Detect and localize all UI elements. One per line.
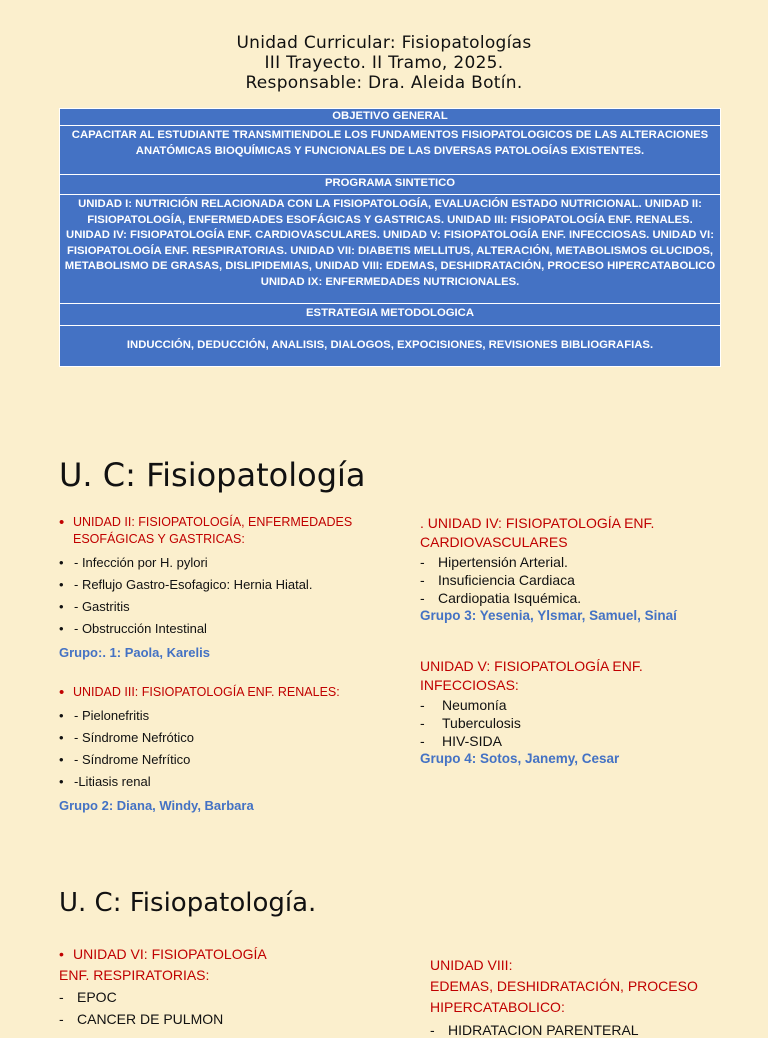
unit6-heading-b: ENF. RESPIRATORIAS: — [59, 967, 210, 983]
slide2-right-column — [430, 955, 750, 1038]
unit8-heading-c: HIPERCATABOLICO: — [430, 999, 565, 1015]
list-item: • - Síndrome Nefrítico — [59, 752, 389, 767]
list-item: - EPOC — [59, 989, 389, 1005]
list-item: - Tuberculosis — [420, 715, 750, 731]
unit4-heading-b: CARDIOVASCULARES — [420, 534, 568, 550]
unit5-list — [420, 697, 750, 749]
objetivo-text: CAPACITAR AL ESTUDIANTE TRANSMITIENDOLE LOS FUNDAMENTOS FISIOPATOLOGICOS DE LAS ALTERACIONES ANATÓMICAS BIOQUÍMICAS Y FUNCIONALES DE LAS DIVERSAS PATOLOGÍAS EXISTENTES. — [60, 126, 720, 175]
document-header — [0, 33, 768, 93]
estrategia-heading: ESTRATEGIA METODOLOGICA — [60, 304, 720, 326]
list-item: • - Reflujo Gastro-Esofagico: Hernia Hiatal. — [59, 577, 389, 592]
slide2-title: U. C: Fisiopatología. — [59, 888, 317, 918]
list-item: - CANCER DE PULMON — [59, 1011, 389, 1027]
bullet-icon: • — [59, 946, 64, 962]
list-item: - Cardiopatia Isquémica. — [420, 590, 750, 606]
unit3-heading: • UNIDAD III: FISIOPATOLOGÍA ENF. RENALES: — [59, 684, 389, 701]
list-item: - Neumonía — [420, 697, 750, 713]
course-table — [59, 108, 721, 367]
unit4-heading-a: . UNIDAD IV: FISIOPATOLOGÍA ENF. — [420, 515, 655, 531]
unit5-heading-a: UNIDAD V: FISIOPATOLOGÍA ENF. — [420, 658, 643, 674]
list-item: • - Síndrome Nefrótico — [59, 730, 389, 745]
list-item: • - Gastritis — [59, 599, 389, 614]
header-line-2: III Trayecto. II Tramo, 2025. — [264, 53, 504, 73]
header-line-3: Responsable: Dra. Aleida Botín. — [245, 73, 523, 93]
header-line-1: Unidad Curricular: Fisiopatologías — [236, 33, 532, 53]
list-item: - HIDRATACION PARENTERAL — [430, 1022, 750, 1038]
unit5-heading-b: INFECCIOSAS: — [420, 677, 519, 693]
list-item: - Insuficiencia Cardiaca — [420, 572, 750, 588]
list-item: - Hipertensión Arterial. — [420, 554, 750, 570]
unit8-list — [430, 1022, 750, 1038]
unit3-group: Grupo 2: Diana, Windy, Barbara — [59, 798, 254, 813]
unit4-list — [420, 554, 750, 606]
programa-text: UNIDAD I: NUTRICIÓN RELACIONADA CON LA FISIOPATOLOGÍA, EVALUACIÓN ESTADO NUTRICIONAL. UNIDAD II: FISIOPATOLOGÍA, ENFERMEDADES ESOFÁGICAS Y GASTRICAS. UNIDAD III: FISIOPATOLOGÍA ENF. RENALES. UNIDAD IV: FISIOPATOLOGÍA ENF. CARDIOVASCULARES. UNIDAD V: FISIOPATOLOGÍA ENF. INFECCIOSAS. UNIDAD VI: FISIOPATOLOGÍA ENF. RESPIRATORIAS. UNIDAD VII: DIABETIS MELLITUS, ALTERACIÓN, METABOLISMOS GLUCIDOS, METABOLISMO DE GRASAS, DISLIPIDEMIAS, UNIDAD VIII: EDEMAS, DESHIDRATACIÓN, PROCESO HIPERCATABOLICO UNIDAD IX: ENFERMEDADES NUTRICIONALES. — [60, 195, 720, 304]
unit2-group: Grupo:. 1: Paola, Karelis — [59, 645, 210, 660]
slide2-left-column — [59, 944, 389, 1027]
unit5-group: Grupo 4: Sotos, Janemy, Cesar — [420, 751, 620, 766]
slide1-right-column — [420, 514, 750, 766]
unit2-heading: • UNIDAD II: FISIOPATOLOGÍA, ENFERMEDADES ESOFÁGICAS Y GASTRICAS: — [59, 514, 389, 548]
unit6-heading-a-text: UNIDAD VI: FISIOPATOLOGÍA — [73, 946, 267, 962]
list-item: • -Litiasis renal — [59, 774, 389, 789]
list-item: - HIV-SIDA — [420, 733, 750, 749]
list-item: • - Pielonefritis — [59, 708, 389, 723]
unit2-list — [59, 555, 389, 636]
slide1-title: U. C: Fisiopatología — [59, 456, 366, 494]
unit6-list — [59, 989, 389, 1027]
list-item: • - Infección por H. pylori — [59, 555, 389, 570]
unit4-group: Grupo 3: Yesenia, Ylsmar, Samuel, Sinaí — [420, 608, 677, 623]
unit3-list — [59, 708, 389, 789]
unit6-heading-a — [59, 944, 389, 964]
objetivo-heading: OBJETIVO GENERAL — [60, 109, 720, 126]
programa-heading: PROGRAMA SINTETICO — [60, 175, 720, 195]
list-item: • - Obstrucción Intestinal — [59, 621, 389, 636]
unit8-heading-a: UNIDAD VIII: — [430, 957, 513, 973]
estrategia-text: INDUCCIÓN, DEDUCCIÓN, ANALISIS, DIALOGOS, EXPOCISIONES, REVISIONES BIBLIOGRAFIAS. — [126, 339, 654, 351]
slide1-left-column — [59, 514, 389, 813]
unit8-heading-b: EDEMAS, DESHIDRATACIÓN, PROCESO — [430, 978, 698, 994]
